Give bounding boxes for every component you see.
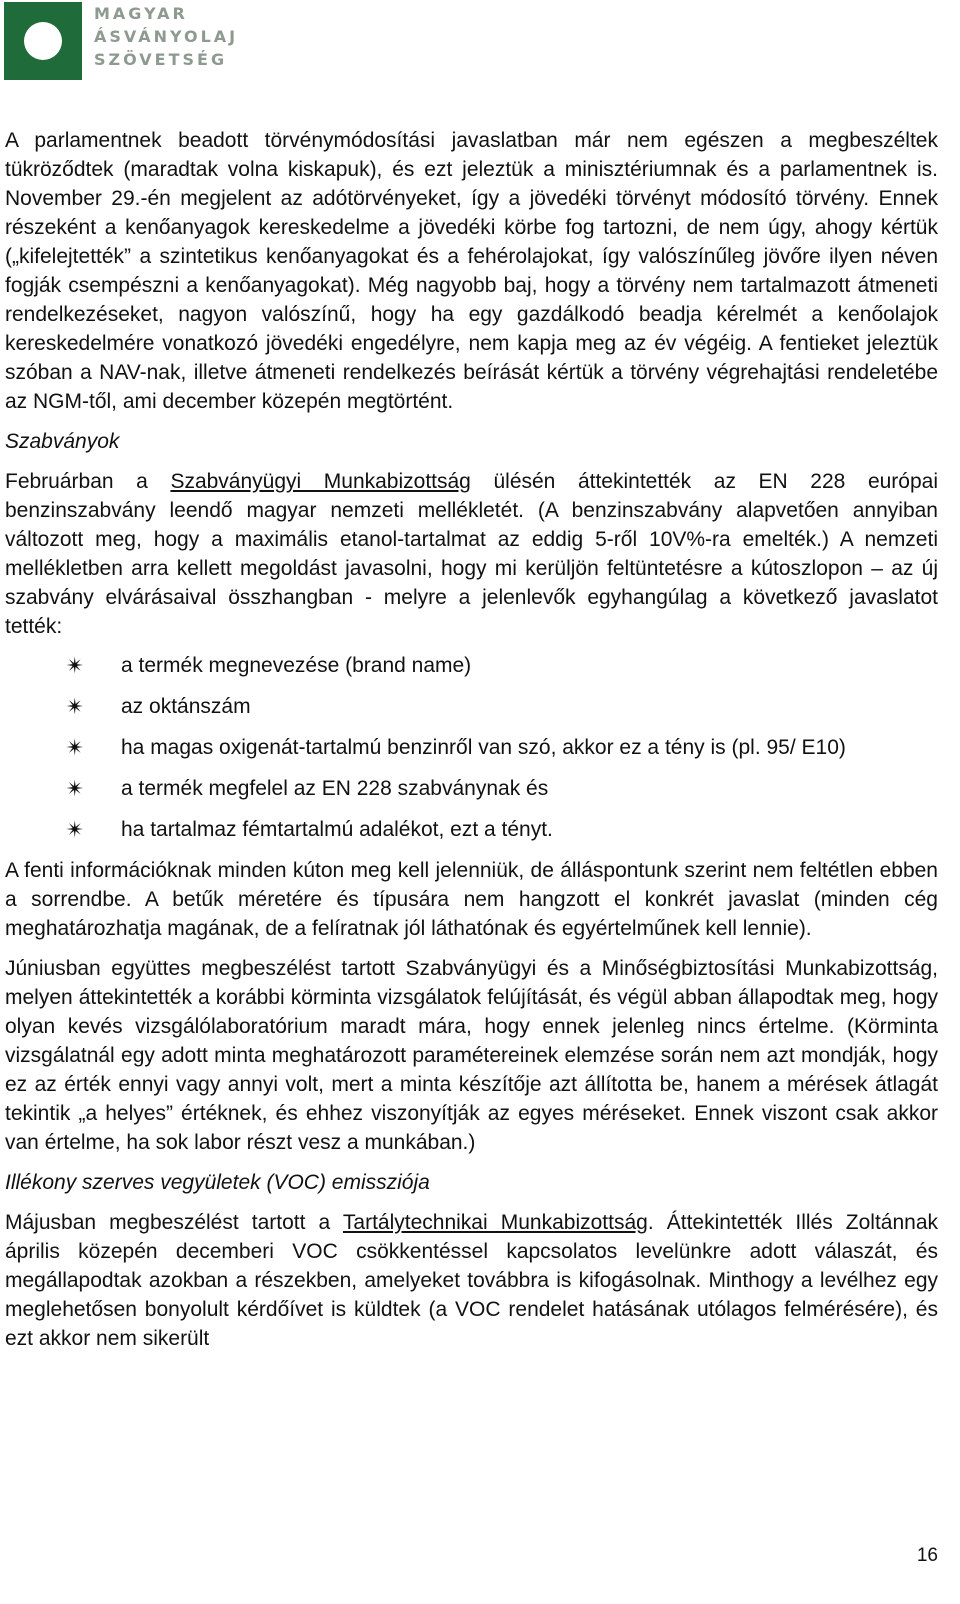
section-heading-voc: Illékony szerves vegyületek (VOC) emissziója [5,1171,430,1194]
logo-wordmark [94,2,238,71]
list-item-text: ha magas oxigenát-tartalmú benzinről van szó, akkor ez a tény is (pl. 95/ E10) [121,736,846,759]
paragraph-text: . Áttekintették Illés Zoltánnak április közepén decemberi VOC csökkentéssel kapcsolatos levelünkre adott válaszát, és megállapodtak azokban a részekben, amelyeket továbbra is kifogásolnak. Minthogy a levélhez egy meglehetősen bonyolult kérdőívet is küldtek (a VOC rendelet hatásának utólagos felmérésére), és ezt akkor nem sikerült [5,1211,939,1350]
star-bullet-icon: ✴ [65,817,85,842]
tank-technology-committee-link[interactable]: Tartálytechnikai Munkabizottság [342,1211,648,1234]
paragraph-text: ülésén áttekintették az EN 228 európai benzinszabvány leendő magyar nemzeti mellékletét. (A benzinszabvány alapvetően annyiban változott meg, hogy a maximális etanol-tartalmat az eddig 5-ről 10V%-ra emelték.) A nemzeti mellékletben arra kellett megoldást javasolni, hogy mi kerüljön feltüntetésre a kútoszlopon – az új szabvány elvárásaival összhangban - melyre a jelenlevők egyhangúlag a következő javaslatot tették: [5,470,938,638]
paragraph: A parlamentnek beadott törvénymódosítási javaslatban már nem egészen a megbeszéltek tükröződtek (maradtak volna kiskapuk), és ezt jeleztük a minisztériumnak és a parlamentnek is. November 29.-én megjelent az adótörvényeket, így a jövedéki törvényt módosító törvény. Ennek részeként a kenőanyagok kereskedelme a jövedéki körbe fog tartozni, de nem úgy, ahogy kértük („kifelejtették” a szintetikus kenőanyagokat és a fehérolajokat, így valószínűleg jövőre ilyen néven fogják csempészni a kenőanyagokat). Még nagyobb baj, hogy a törvény nem tartalmazott átmeneti rendelkezéseket, nagyon valószínű, hogy ha egy gazdálkodó beadja kérelmét a kenőolajok kereskedelmére vonatkozó jövedéki engedélyre, nem kapja meg az év végéig. A fentieket jeleztük szóban a NAV-nak, illetve átmeneti rendelkezés beírását kértük a törvény végrehajtási rendeletébe az NGM-től, ami december közepén megtörtént. [5,129,938,413]
star-bullet-icon: ✴ [65,694,85,719]
document-body [5,126,938,1353]
logo-circle-icon [24,22,62,60]
list-item-text: a termék megfelel az EN 228 szabványnak és [121,777,549,800]
star-bullet-icon: ✴ [65,735,85,760]
paragraph [5,467,938,641]
header [4,2,304,82]
paragraph: Júniusban együttes megbeszélést tartott Szabványügyi és a Minőségbiztosítási Munkabizottság, melyen áttekintették a korábbi körminta vizsgálatok felújítását, és végül abban állapodtak meg, hogy olyan kevés vizsgálólaboratórium maradt mára, hogy ennek jelenleg nincs értelme. (Körminta vizsgálatnál egy adott minta meghatározott paramétereinek elemzése során nem azt mondják, hogy ez az érték ennyi vagy annyi volt, mert a minta készítője azt állította be, hanem a mérések átlagát tekintik „a helyes” értéknek, és ehhez viszonyítják az egyes méréseket. Ennek viszont csak akkor van értelme, ha sok labor részt vesz a munkában.) [5,957,938,1154]
list-item [5,692,938,721]
list-item [5,733,938,762]
paragraph [5,1208,938,1353]
list-item [5,774,938,803]
list-item-text: ha tartalmaz fémtartalmú adalékot, ezt a tényt. [121,818,553,841]
section-heading-standards: Szabványok [5,430,120,453]
paragraph: A fenti információknak minden kúton meg kell jelenniük, de álláspontunk szerint nem feltétlen ebben a sorrendbe. A betűk méretére és típusára nem hangzott el konkrét javaslat (minden cég meghatározhatja magának, de a felíratnak jól láthatónak és egyértelműnek kell lennie). [5,859,938,940]
proposal-list [5,651,938,844]
logo-line: ÁSVÁNYOLAJ [94,27,239,46]
list-item-text: az oktánszám [121,695,251,718]
paragraph-text: Májusban megbeszélést tartott a [5,1211,343,1234]
star-bullet-icon: ✴ [65,653,85,678]
list-item-text: a termék megnevezése (brand name) [121,654,472,677]
list-item [5,651,938,680]
association-logo-icon [4,2,82,80]
logo-line: SZÖVETSÉG [94,50,228,69]
logo-line: MAGYAR [94,4,188,23]
star-bullet-icon: ✴ [65,776,85,801]
paragraph-text: Februárban a [5,470,171,493]
list-item [5,815,938,844]
page-number: 16 [916,1545,938,1566]
standards-committee-link[interactable]: Szabványügyi Munkabizottság [170,470,471,493]
